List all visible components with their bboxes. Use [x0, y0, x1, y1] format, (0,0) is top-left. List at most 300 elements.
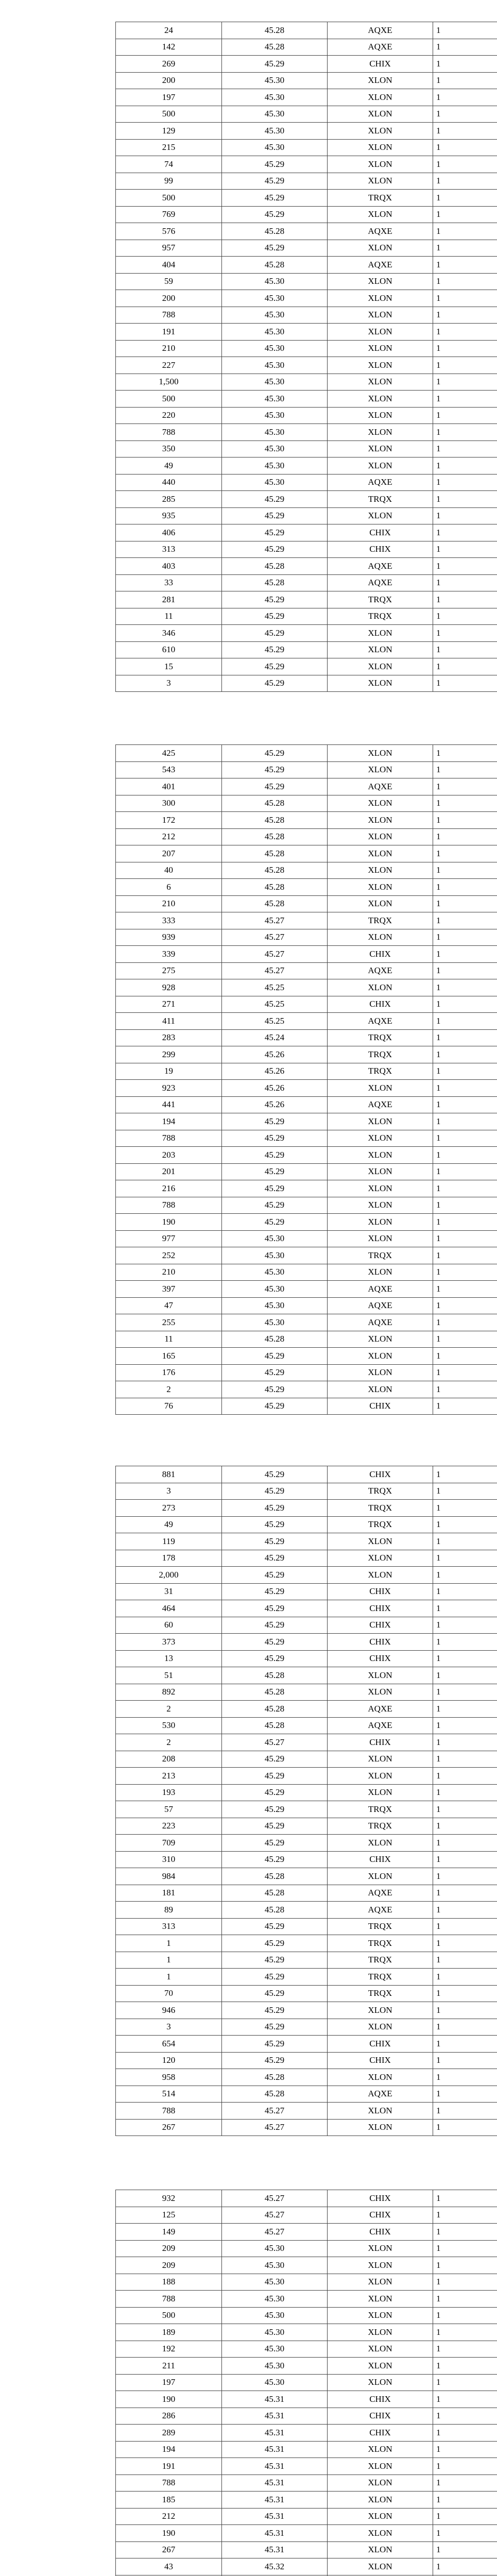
table-row [116, 2508, 497, 2525]
price-cell: 45.29 [222, 1985, 328, 2002]
venue-cell: AQXE [328, 223, 433, 240]
volume-cell: 984 [116, 1868, 222, 1885]
table-row [116, 139, 497, 156]
price-cell: 45.25 [222, 979, 328, 996]
table-row [116, 2119, 497, 2136]
price-cell: 45.30 [222, 2274, 328, 2291]
price-cell: 45.30 [222, 2240, 328, 2257]
volume-cell: 2 [116, 1701, 222, 1718]
table-row [116, 457, 497, 474]
table-row [116, 22, 497, 39]
table-row [116, 1768, 497, 1785]
time-cell: 1 [433, 173, 497, 190]
price-cell: 45.28 [222, 257, 328, 274]
venue-cell: XLON [328, 1080, 433, 1097]
price-cell: 45.30 [222, 106, 328, 123]
price-cell: 45.30 [222, 2291, 328, 2308]
price-cell: 45.28 [222, 812, 328, 829]
price-cell: 45.29 [222, 608, 328, 625]
table-row [116, 2441, 497, 2458]
time-cell: 1 [433, 2019, 497, 2036]
time-cell: 1 [433, 1180, 497, 1197]
time-cell: 1 [433, 1500, 497, 1517]
price-cell: 45.28 [222, 1701, 328, 1718]
table-row [116, 812, 497, 829]
volume-cell: 543 [116, 761, 222, 778]
venue-cell: TRQX [328, 1952, 433, 1969]
price-cell: 45.30 [222, 424, 328, 441]
table-row [116, 123, 497, 140]
time-cell: 1 [433, 123, 497, 140]
table-row [116, 879, 497, 896]
volume-cell: 197 [116, 2374, 222, 2391]
time-cell: 1 [433, 2441, 497, 2458]
table-row [116, 2240, 497, 2257]
time-cell: 1 [433, 2274, 497, 2291]
volume-cell: 197 [116, 89, 222, 106]
venue-cell: XLON [328, 1147, 433, 1164]
venue-cell: XLON [328, 273, 433, 290]
time-cell: 1 [433, 1197, 497, 1214]
table-row [116, 778, 497, 795]
table-row [116, 1281, 497, 1298]
table-row [116, 1230, 497, 1247]
time-cell: 1 [433, 946, 497, 963]
venue-cell: XLON [328, 2475, 433, 2492]
price-cell: 45.30 [222, 1230, 328, 1247]
venue-cell: XLON [328, 979, 433, 996]
volume-cell: 788 [116, 1130, 222, 1147]
table-row [116, 340, 497, 357]
price-cell: 45.30 [222, 474, 328, 491]
volume-cell: 60 [116, 1617, 222, 1634]
time-cell: 1 [433, 1600, 497, 1617]
price-cell: 45.29 [222, 1197, 328, 1214]
price-cell: 45.29 [222, 675, 328, 692]
time-cell: 1 [433, 206, 497, 223]
volume-cell: 286 [116, 2408, 222, 2425]
volume-cell: 181 [116, 1885, 222, 1902]
price-cell: 45.28 [222, 795, 328, 812]
venue-cell: XLON [328, 1550, 433, 1567]
venue-cell: CHIX [328, 2224, 433, 2241]
table-row [116, 39, 497, 56]
venue-cell: AQXE [328, 1902, 433, 1919]
venue-cell: XLON [328, 1130, 433, 1147]
price-cell: 45.26 [222, 1080, 328, 1097]
table-row [116, 1533, 497, 1550]
venue-cell: XLON [328, 2541, 433, 2558]
volume-cell: 1 [116, 1952, 222, 1969]
volume-cell: 267 [116, 2541, 222, 2558]
price-cell: 45.30 [222, 139, 328, 156]
trade-table-block-1 [115, 22, 497, 692]
price-cell: 45.31 [222, 2508, 328, 2525]
table-row [116, 962, 497, 979]
price-cell: 45.30 [222, 123, 328, 140]
venue-cell: XLON [328, 507, 433, 524]
time-cell: 1 [433, 290, 497, 307]
venue-cell: TRQX [328, 1247, 433, 1264]
price-cell: 45.30 [222, 324, 328, 341]
venue-cell: XLON [328, 761, 433, 778]
price-cell: 45.29 [222, 1516, 328, 1533]
time-cell: 1 [433, 541, 497, 558]
venue-cell: XLON [328, 2291, 433, 2308]
venue-cell: XLON [328, 72, 433, 89]
venue-cell: XLON [328, 929, 433, 946]
time-cell: 1 [433, 307, 497, 324]
table-row [116, 1381, 497, 1398]
price-cell: 45.31 [222, 2541, 328, 2558]
venue-cell: XLON [328, 1835, 433, 1852]
volume-cell: 2 [116, 1734, 222, 1751]
price-cell: 45.27 [222, 962, 328, 979]
table-row [116, 1466, 497, 1483]
venue-cell: XLON [328, 424, 433, 441]
table-row [116, 1130, 497, 1147]
volume-cell: 271 [116, 996, 222, 1013]
volume-cell: 350 [116, 440, 222, 457]
price-cell: 45.30 [222, 2324, 328, 2341]
price-cell: 45.29 [222, 761, 328, 778]
venue-cell: CHIX [328, 1583, 433, 1600]
volume-cell: 269 [116, 56, 222, 73]
time-cell: 1 [433, 2374, 497, 2391]
volume-cell: 210 [116, 1264, 222, 1281]
time-cell: 1 [433, 2069, 497, 2086]
venue-cell: TRQX [328, 1985, 433, 2002]
table-row [116, 1684, 497, 1701]
time-cell: 1 [433, 507, 497, 524]
volume-cell: 441 [116, 1096, 222, 1113]
table-row [116, 1985, 497, 2002]
time-cell: 1 [433, 1985, 497, 2002]
table-row [116, 1063, 497, 1080]
venue-cell: XLON [328, 340, 433, 357]
volume-cell: 223 [116, 1818, 222, 1835]
price-cell: 45.29 [222, 507, 328, 524]
venue-cell: XLON [328, 407, 433, 424]
table-row [116, 845, 497, 862]
table-row [116, 2541, 497, 2558]
volume-cell: 299 [116, 1046, 222, 1063]
volume-cell: 6 [116, 879, 222, 896]
time-cell: 1 [433, 828, 497, 845]
venue-cell: XLON [328, 1667, 433, 1684]
volume-cell: 769 [116, 206, 222, 223]
trade-table-block-4 [115, 2190, 497, 2576]
venue-cell: XLON [328, 307, 433, 324]
time-cell: 1 [433, 1885, 497, 1902]
volume-cell: 209 [116, 2257, 222, 2274]
volume-cell: 33 [116, 574, 222, 591]
time-cell: 1 [433, 1013, 497, 1030]
price-cell: 45.28 [222, 828, 328, 845]
volume-cell: 120 [116, 2052, 222, 2069]
table-row [116, 1516, 497, 1533]
table-row [116, 828, 497, 845]
table-row [116, 1784, 497, 1801]
price-cell: 45.29 [222, 1768, 328, 1785]
price-cell: 45.29 [222, 173, 328, 190]
volume-cell: 310 [116, 1851, 222, 1868]
volume-cell: 401 [116, 778, 222, 795]
volume-cell: 188 [116, 2274, 222, 2291]
price-cell: 45.28 [222, 1885, 328, 1902]
volume-cell: 404 [116, 257, 222, 274]
price-cell: 45.29 [222, 1851, 328, 1868]
time-cell: 1 [433, 1147, 497, 1164]
price-cell: 45.32 [222, 2558, 328, 2575]
time-cell: 1 [433, 240, 497, 257]
time-cell: 1 [433, 1247, 497, 1264]
price-cell: 45.28 [222, 862, 328, 879]
time-cell: 1 [433, 1281, 497, 1298]
table-row [116, 1247, 497, 1264]
venue-cell: XLON [328, 106, 433, 123]
time-cell: 1 [433, 106, 497, 123]
volume-cell: 373 [116, 1634, 222, 1651]
time-cell: 1 [433, 879, 497, 896]
time-cell: 1 [433, 139, 497, 156]
venue-cell: CHIX [328, 1617, 433, 1634]
price-cell: 45.29 [222, 1918, 328, 1935]
time-cell: 1 [433, 407, 497, 424]
volume-cell: 425 [116, 745, 222, 762]
volume-cell: 411 [116, 1013, 222, 1030]
price-cell: 45.28 [222, 845, 328, 862]
venue-cell: CHIX [328, 2052, 433, 2069]
price-cell: 45.30 [222, 340, 328, 357]
venue-cell: AQXE [328, 1885, 433, 1902]
venue-cell: XLON [328, 1868, 433, 1885]
trade-table-block-2 [115, 744, 497, 1415]
venue-cell: XLON [328, 812, 433, 829]
table-row [116, 2190, 497, 2207]
trade-table-block-3 [115, 1466, 497, 2136]
table-row [116, 1096, 497, 1113]
time-cell: 1 [433, 1348, 497, 1365]
time-cell: 1 [433, 2257, 497, 2274]
table-row [116, 2069, 497, 2086]
price-cell: 45.29 [222, 1550, 328, 1567]
table-row [116, 795, 497, 812]
time-cell: 1 [433, 1331, 497, 1348]
table-row [116, 2274, 497, 2291]
table-row [116, 1952, 497, 1969]
table-row [116, 1113, 497, 1130]
venue-cell: XLON [328, 1230, 433, 1247]
table-row [116, 2224, 497, 2241]
venue-cell: CHIX [328, 996, 433, 1013]
volume-cell: 281 [116, 591, 222, 608]
time-cell: 1 [433, 2425, 497, 2442]
volume-cell: 881 [116, 1466, 222, 1483]
table-row [116, 206, 497, 223]
volume-cell: 190 [116, 1214, 222, 1231]
time-cell: 1 [433, 1364, 497, 1381]
volume-cell: 209 [116, 2240, 222, 2257]
price-cell: 45.27 [222, 2207, 328, 2224]
price-cell: 45.24 [222, 1029, 328, 1046]
price-cell: 45.28 [222, 1667, 328, 1684]
volume-cell: 892 [116, 1684, 222, 1701]
venue-cell: AQXE [328, 1314, 433, 1331]
venue-cell: XLON [328, 795, 433, 812]
volume-cell: 165 [116, 1348, 222, 1365]
volume-cell: 1,500 [116, 374, 222, 391]
price-cell: 45.30 [222, 1264, 328, 1281]
table-row [116, 2358, 497, 2375]
time-cell: 1 [433, 340, 497, 357]
venue-cell: CHIX [328, 1634, 433, 1651]
time-cell: 1 [433, 1567, 497, 1584]
volume-cell: 43 [116, 2558, 222, 2575]
table-row [116, 474, 497, 491]
venue-cell: CHIX [328, 2408, 433, 2425]
time-cell: 1 [433, 1046, 497, 1063]
table-row [116, 106, 497, 123]
volume-cell: 59 [116, 273, 222, 290]
volume-cell: 99 [116, 173, 222, 190]
venue-cell: AQXE [328, 778, 433, 795]
price-cell: 45.27 [222, 946, 328, 963]
venue-cell: XLON [328, 357, 433, 374]
venue-cell: XLON [328, 440, 433, 457]
time-cell: 1 [433, 558, 497, 575]
venue-cell: AQXE [328, 1096, 433, 1113]
price-cell: 45.29 [222, 206, 328, 223]
price-cell: 45.29 [222, 2019, 328, 2036]
time-cell: 1 [433, 574, 497, 591]
time-cell: 1 [433, 1130, 497, 1147]
volume-cell: 129 [116, 123, 222, 140]
table-row [116, 929, 497, 946]
volume-cell: 283 [116, 1029, 222, 1046]
venue-cell: TRQX [328, 1063, 433, 1080]
volume-cell: 313 [116, 541, 222, 558]
price-cell: 45.29 [222, 2002, 328, 2019]
table-row [116, 1885, 497, 1902]
price-cell: 45.31 [222, 2525, 328, 2542]
time-cell: 1 [433, 2307, 497, 2324]
venue-cell: XLON [328, 2119, 433, 2136]
volume-cell: 51 [116, 1667, 222, 1684]
volume-cell: 89 [116, 1902, 222, 1919]
volume-cell: 932 [116, 2190, 222, 2207]
venue-cell: XLON [328, 324, 433, 341]
table-row [116, 2002, 497, 2019]
venue-cell: AQXE [328, 2086, 433, 2103]
table-row [116, 491, 497, 508]
table-row [116, 761, 497, 778]
table-row [116, 675, 497, 692]
venue-cell: CHIX [328, 1466, 433, 1483]
volume-cell: 49 [116, 1516, 222, 1533]
time-cell: 1 [433, 223, 497, 240]
time-cell: 1 [433, 1113, 497, 1130]
venue-cell: XLON [328, 2002, 433, 2019]
venue-cell: XLON [328, 2019, 433, 2036]
price-cell: 45.29 [222, 524, 328, 541]
venue-cell: XLON [328, 1331, 433, 1348]
price-cell: 45.28 [222, 1868, 328, 1885]
venue-cell: TRQX [328, 190, 433, 207]
volume-cell: 2 [116, 1381, 222, 1398]
volume-cell: 190 [116, 2525, 222, 2542]
volume-cell: 49 [116, 457, 222, 474]
table-row [116, 1734, 497, 1751]
venue-cell: TRQX [328, 1500, 433, 1517]
volume-cell: 125 [116, 2207, 222, 2224]
venue-cell: TRQX [328, 912, 433, 929]
time-cell: 1 [433, 1952, 497, 1969]
venue-cell: XLON [328, 2103, 433, 2120]
time-cell: 1 [433, 1398, 497, 1415]
volume-cell: 285 [116, 491, 222, 508]
venue-cell: CHIX [328, 2207, 433, 2224]
price-cell: 45.29 [222, 591, 328, 608]
time-cell: 1 [433, 608, 497, 625]
table-row [116, 240, 497, 257]
venue-cell: CHIX [328, 1600, 433, 1617]
table-row [116, 1600, 497, 1617]
price-cell: 45.27 [222, 912, 328, 929]
price-cell: 45.29 [222, 2036, 328, 2053]
venue-cell: TRQX [328, 1516, 433, 1533]
volume-cell: 227 [116, 357, 222, 374]
volume-cell: 190 [116, 2391, 222, 2408]
volume-cell: 500 [116, 391, 222, 408]
venue-cell: AQXE [328, 962, 433, 979]
table-row [116, 1398, 497, 1415]
table-row [116, 1264, 497, 1281]
table-row [116, 2103, 497, 2120]
price-cell: 45.30 [222, 391, 328, 408]
price-cell: 45.26 [222, 1046, 328, 1063]
price-cell: 45.25 [222, 996, 328, 1013]
venue-cell: XLON [328, 374, 433, 391]
table-row [116, 524, 497, 541]
volume-cell: 149 [116, 2224, 222, 2241]
time-cell: 1 [433, 641, 497, 658]
table-row [116, 574, 497, 591]
table-row [116, 507, 497, 524]
time-cell: 1 [433, 996, 497, 1013]
price-cell: 45.29 [222, 1617, 328, 1634]
venue-cell: XLON [328, 895, 433, 912]
venue-cell: CHIX [328, 1851, 433, 1868]
venue-cell: CHIX [328, 2190, 433, 2207]
price-cell: 45.30 [222, 1314, 328, 1331]
time-cell: 1 [433, 2558, 497, 2575]
table-row [116, 1818, 497, 1835]
table-row [116, 1969, 497, 1986]
table-row [116, 1650, 497, 1667]
volume-cell: 500 [116, 106, 222, 123]
volume-cell: 40 [116, 862, 222, 879]
volume-cell: 440 [116, 474, 222, 491]
volume-cell: 923 [116, 1080, 222, 1097]
venue-cell: XLON [328, 89, 433, 106]
time-cell: 1 [433, 1851, 497, 1868]
volume-cell: 194 [116, 2441, 222, 2458]
venue-cell: TRQX [328, 1046, 433, 1063]
volume-cell: 172 [116, 812, 222, 829]
price-cell: 45.30 [222, 1281, 328, 1298]
price-cell: 45.29 [222, 1500, 328, 1517]
